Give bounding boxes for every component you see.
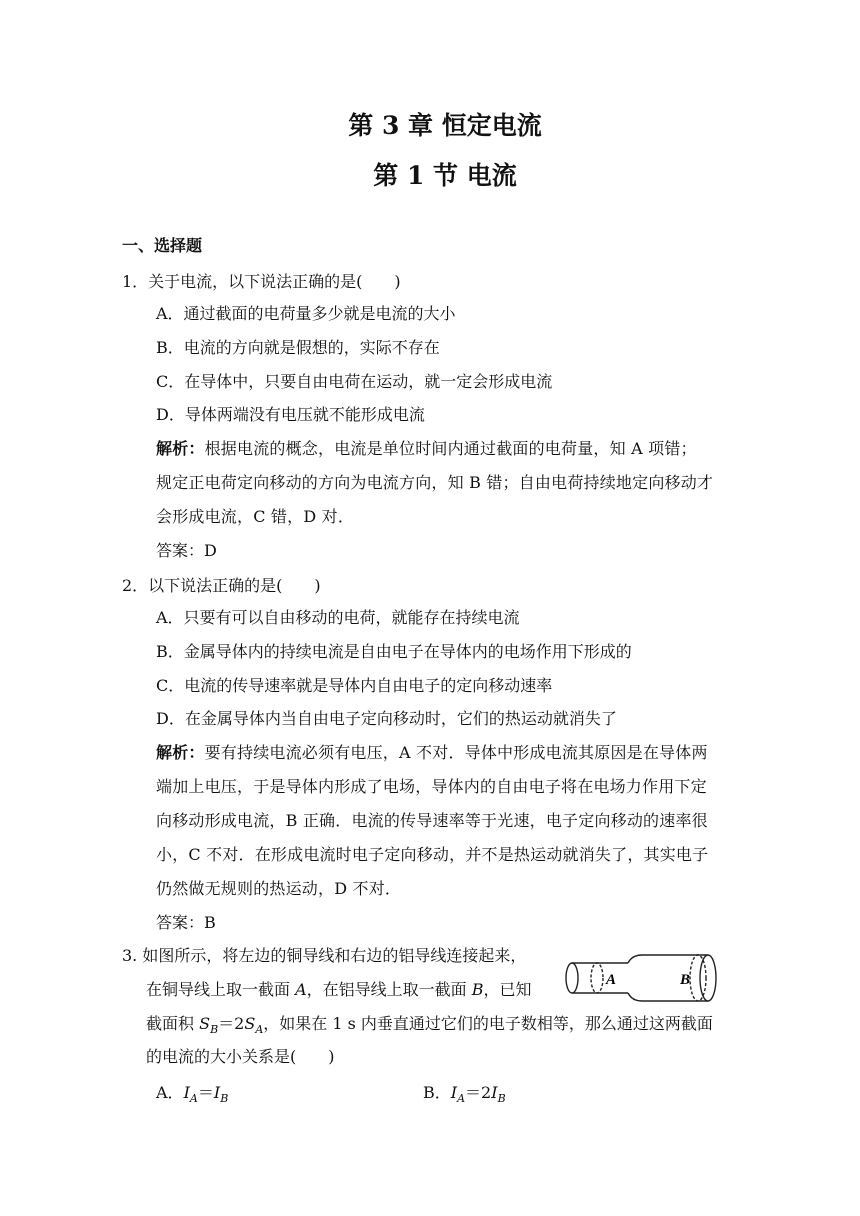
q2-option-d: D．在金属导体内当自由电子定向移动时，它们的热运动就消失了 — [156, 709, 617, 728]
q1-option-d: D．导体两端没有电压就不能形成电流 — [156, 405, 425, 424]
q2-analysis-line-4: 小，C 不对．在形成电流时电子定向移动，并不是热运动就消失了，其实电子 — [156, 845, 709, 864]
q2-option-a: A．只要有可以自由移动的电荷，就能存在持续电流 — [156, 608, 520, 627]
q3-stem-line-2: 在铜导线上取一截面 A，在铝导线上取一截面 B，已知 — [146, 980, 532, 999]
q2-stem: 2．以下说法正确的是( ) — [122, 576, 321, 595]
figure-label-b: B — [680, 972, 691, 988]
aluminum-wire — [628, 955, 716, 1001]
figure-label-a: A — [606, 972, 617, 988]
q3-stem-line-3: 截面积 $S_B=2S_A$，如果在 1 s 内垂直通过它们的电子数相等，那么通过这两截面 — [146, 1014, 713, 1037]
q2-analysis-line-5: 仍然做无规则的热运动，D 不对． — [156, 879, 402, 898]
copper-wire — [566, 963, 628, 993]
q1-stem: 1．关于电流，以下说法正确的是( ) — [122, 272, 401, 291]
q3-option-b: B．$I_A=2I_B$ — [423, 1083, 506, 1106]
q3-stem-line-4: 的电流的大小关系是( ) — [146, 1047, 335, 1066]
q1-analysis-label: 解析： — [156, 439, 205, 458]
q1-option-b: B．电流的方向就是假想的，实际不存在 — [156, 338, 440, 357]
q1-analysis-line-3: 会形成电流，C 错，D 对． — [156, 507, 355, 526]
conductor-figure — [562, 952, 722, 1004]
q2-analysis-label: 解析： — [156, 743, 205, 762]
chapter-title: 第 3 章 恒定电流 — [348, 111, 542, 140]
q1-analysis-line-2: 规定正电荷定向移动的方向为电流方向，知 B 错；自由电荷持续地定向移动才 — [156, 473, 714, 492]
q2-analysis-line-2: 端加上电压，于是导体内形成了电场，导体内的自由电子将在电场力作用下定 — [156, 777, 707, 796]
q3-option-a: A．$I_A=I_B$ — [156, 1083, 229, 1106]
part-heading: 一、选择题 — [122, 236, 203, 255]
q2-analysis-line-1 — [156, 743, 708, 763]
q1-analysis-line-1 — [156, 439, 697, 459]
q3-stem-line-1: 3. 如图所示，将左边的铜导线和右边的铝导线连接起来， — [122, 946, 527, 965]
q2-analysis-line-3: 向移动形成电流，B 正确．电流的传导速率等于光速，电子定向移动的速率很 — [156, 811, 708, 830]
q1-answer: 答案：D — [156, 541, 217, 560]
q2-analysis-text: 要有持续电流必须有电压，A 不对．导体中形成电流其原因是在导体两 — [204, 743, 708, 762]
q2-option-b: B．金属导体内的持续电流是自由电子在导体内的电场作用下形成的 — [156, 642, 632, 661]
q2-option-c: C．电流的传导速率就是导体内自由电子的定向移动速率 — [156, 676, 553, 695]
q1-option-a: A．通过截面的电荷量多少就是电流的大小 — [156, 304, 456, 323]
q1-option-c: C．在导体中，只要自由电荷在运动，就一定会形成电流 — [156, 372, 553, 391]
section-title: 第 1 节 电流 — [373, 161, 517, 190]
q1-analysis-text: 根据电流的概念，电流是单位时间内通过截面的电荷量，知 A 项错； — [204, 439, 697, 458]
q2-answer: 答案：B — [156, 913, 216, 932]
